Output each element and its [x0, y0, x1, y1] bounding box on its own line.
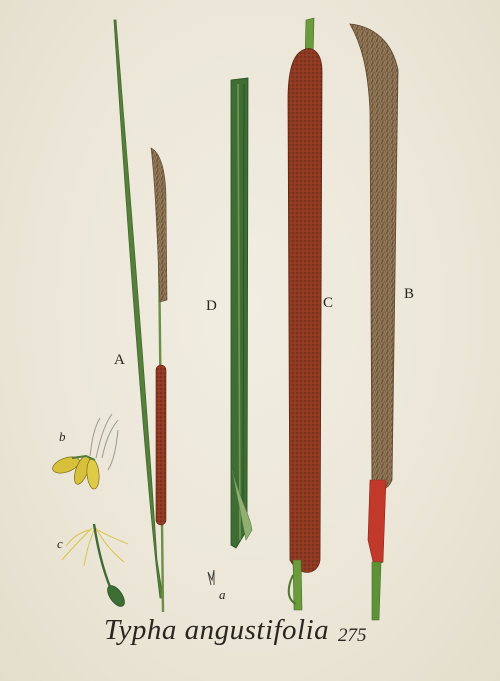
figure-b-flowers: [50, 414, 118, 489]
label-figure-d: D: [206, 298, 217, 314]
figure-a-detail: [208, 570, 214, 585]
plate-number: 275: [338, 625, 367, 646]
figure-c-spike: [288, 49, 322, 573]
label-detail-b: b: [59, 429, 66, 444]
figure-a-female-spike: [156, 365, 166, 525]
figure-b-spike: [350, 24, 398, 490]
figure-b-red-base: [368, 480, 386, 566]
label-figure-c: C: [323, 295, 334, 311]
label-detail-a: a: [219, 587, 226, 602]
label-figure-a: A: [114, 352, 125, 368]
figure-a-male-spike: [151, 148, 167, 302]
figure-a-leaf: [114, 20, 163, 598]
figure-c-seed: [62, 524, 128, 609]
plate-title: Typha angustifolia: [104, 614, 330, 646]
label-figure-b: B: [404, 286, 415, 302]
figure-b-stem: [372, 562, 381, 620]
label-detail-c: c: [57, 536, 63, 551]
